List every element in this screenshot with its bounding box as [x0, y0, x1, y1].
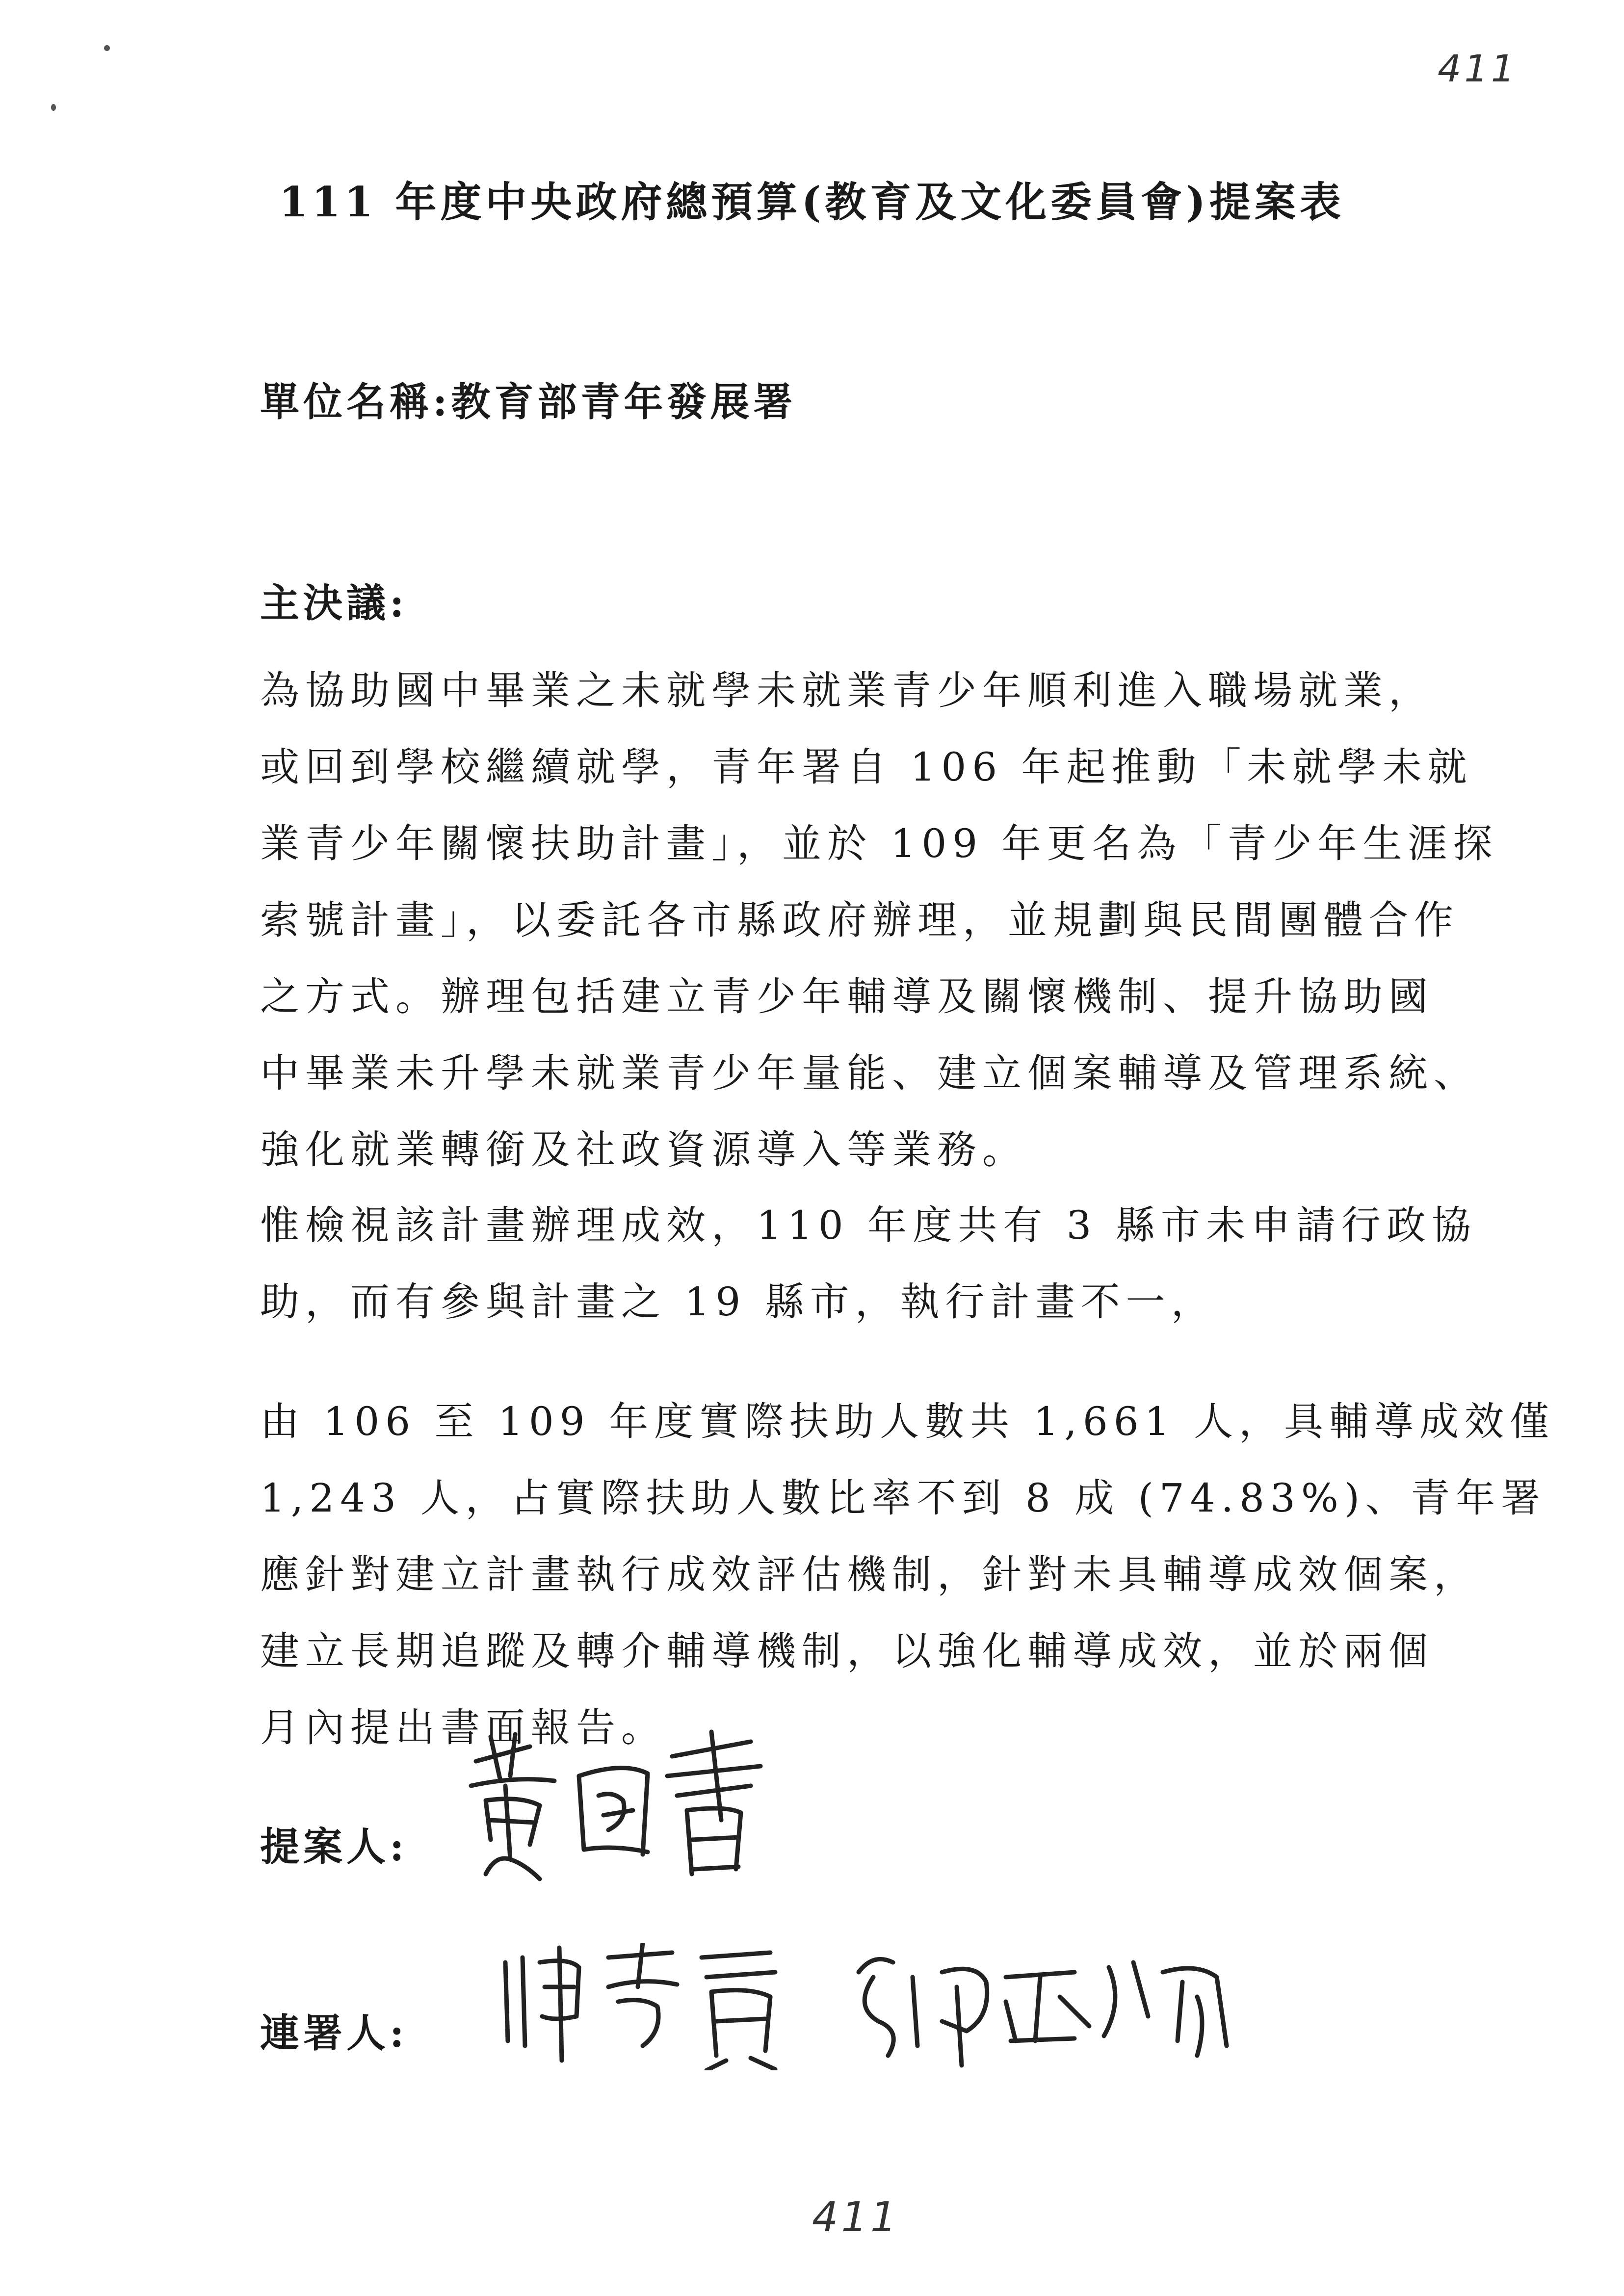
- paragraph-line: 索號計畫」，以委託各市縣政府辦理，並規劃與民間團體合作: [260, 897, 1459, 943]
- resolution-label: 主決議:: [260, 580, 408, 626]
- paragraph-line: 之方式。辦理包括建立青少年輔導及關懷機制、提升協助國: [260, 974, 1434, 1019]
- document-title: 111 年度中央政府總預算(教育及文化委員會)提案表: [279, 178, 1345, 226]
- page-number-handwritten-top: 411: [1438, 47, 1518, 90]
- paragraph-line: 中畢業未升學未就業青少年量能、建立個案輔導及管理系統、: [260, 1050, 1479, 1096]
- unit-name: 單位名稱:教育部青年發展署: [260, 379, 797, 425]
- paragraph-line: 助，而有參與計畫之 19 縣市，執行計畫不一，: [260, 1279, 1216, 1325]
- resolution-paragraph-1: [260, 652, 1498, 1188]
- page-number-handwritten-bottom: 411: [812, 2193, 900, 2241]
- paragraph-line: 為協助國中畢業之未就學未就業青少年順利進入職場就業，: [260, 668, 1434, 713]
- paragraph-line: 惟檢視該計畫辦理成效，110 年度共有 3 縣市未申請行政協: [260, 1202, 1477, 1248]
- proposer-signature: [456, 1727, 780, 1889]
- paragraph-line: 由 106 至 109 年度實際扶助人數共 1,661 人，具輔導成效僅: [260, 1399, 1555, 1444]
- cosigner-label: 連署人:: [260, 2010, 408, 2056]
- cosigner-signature-1: [496, 1943, 814, 2070]
- proposer-label: 提案人:: [260, 1824, 408, 1870]
- paragraph-line: 或回到學校繼續就學，青年署自 106 年起推動「未就學未就: [260, 744, 1473, 790]
- paragraph-line: 月內提出書面報告。: [260, 1705, 666, 1750]
- scan-speck: [104, 45, 110, 51]
- paragraph-line: 1,243 人，占實際扶助人數比率不到 8 成 (74.83%)、青年署: [260, 1475, 1546, 1521]
- paragraph-line: 建立長期追蹤及轉介輔導機制，以強化輔導成效，並於兩個: [260, 1628, 1434, 1674]
- paragraph-line: 應針對建立計畫執行成效評估機制，針對未具輔導成效個案，: [260, 1552, 1479, 1597]
- paragraph-line: 強化就業轉銜及社政資源導入等業務。: [260, 1127, 1027, 1173]
- scan-speck: [51, 104, 56, 111]
- paragraph-line: 業青少年關懷扶助計畫」，並於 109 年更名為「青少年生涯探: [260, 821, 1498, 866]
- resolution-paragraph-3: [260, 1383, 1555, 1766]
- cosigner-signature-2: [844, 1943, 1246, 2070]
- resolution-paragraph-2: [260, 1187, 1477, 1340]
